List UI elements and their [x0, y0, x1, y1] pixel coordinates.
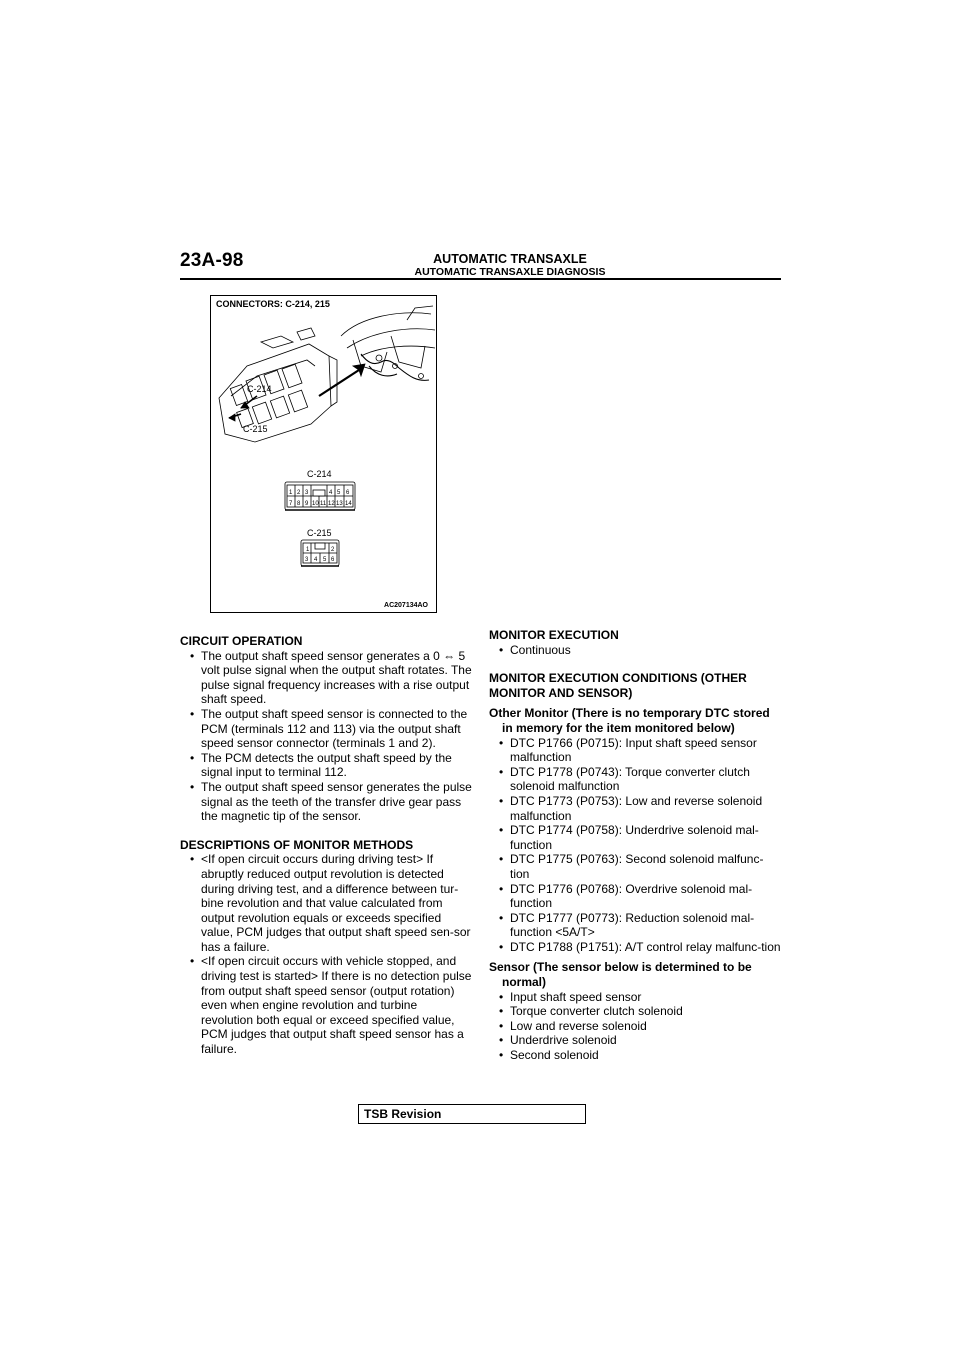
list-item: • DTC P1778 (P0743): Torque converter clutch solenoid malfunction [489, 765, 781, 794]
c214-pin: 10 [312, 501, 319, 507]
c214-pin: 11 [320, 501, 327, 507]
c215-pin: 1 [306, 547, 310, 553]
tsb-revision-label: TSB Revision [364, 1107, 442, 1121]
monitor-execution-heading: MONITOR EXECUTION [489, 628, 619, 642]
left-column [180, 634, 472, 1057]
monitor-methods-heading: DESCRIPTIONS OF MONITOR METHODS [180, 837, 414, 852]
list-item: • <If open circuit occurs during driving test> If abruptly reduced output revolution is detected during driving test, and a difference between tur-bine revolution and that value calculated from output revolution equals or exceeds specified value, PCM judges that output shaft speed sen-sor has a failure. [180, 852, 472, 954]
list-item: • The output shaft speed sensor generates a 0 ⇔ 5 volt pulse signal when the output shaft rotates. The pulse signal frequency increases with a rise output shaft speed. [180, 649, 472, 707]
c215-pin: 5 [323, 557, 327, 563]
list-item: • The output shaft speed sensor generates the pulse signal as the teeth of the transfer drive gear pass the magnetic tip of the sensor. [180, 780, 472, 824]
c214-pin: 9 [305, 501, 309, 507]
callout-c215: C-215 [243, 424, 268, 434]
list-item: • DTC P1766 (P0715): Input shaft speed sensor malfunction [489, 736, 781, 765]
sensor-list [489, 990, 781, 1063]
list-item: • DTC P1776 (P0768): Overdrive solenoid mal-function [489, 882, 781, 911]
section-subtitle: AUTOMATIC TRANSAXLE DIAGNOSIS [414, 266, 606, 278]
c214-pin: 5 [337, 490, 341, 496]
right-column [489, 628, 781, 1063]
list-item: • DTC P1777 (P0773): Reduction solenoid mal-function <5A/T> [489, 911, 781, 940]
c215-pin: 4 [314, 557, 318, 563]
tsb-revision-box [358, 1104, 586, 1124]
section-title: AUTOMATIC TRANSAXLE [433, 252, 587, 266]
c214-pin: 1 [289, 490, 293, 496]
connector-c215-label: C-215 [307, 528, 332, 538]
c215-pin: 6 [331, 557, 335, 563]
monitor-execution-list [489, 643, 781, 658]
connector-illustration [211, 296, 438, 614]
spacer [489, 657, 781, 671]
list-item: • Low and reverse solenoid [489, 1019, 781, 1034]
c215-pin: 3 [305, 557, 309, 563]
c214-pin: 8 [297, 501, 301, 507]
connector-figure [210, 295, 437, 613]
list-item: • DTC P1775 (P0763): Second solenoid malfunc-tion [489, 852, 781, 881]
c214-pin: 3 [305, 490, 309, 496]
list-item: • The PCM detects the output shaft speed by the signal input to terminal 112. [180, 751, 472, 780]
list-item: • Torque converter clutch solenoid [489, 1004, 781, 1019]
sensor-subheading: Sensor (The sensor below is determined to be normal) [489, 960, 752, 990]
list-item: • Continuous [489, 643, 781, 658]
figure-title: CONNECTORS: C-214, 215 [216, 299, 330, 309]
list-item: • <If open circuit occurs with vehicle stopped, and driving test is started> If there is no detection pulse from output shaft speed sensor (output rotation) even when engine revolution and turbine revolution both equal or exceed specified value, PCM judges that output shaft speed sensor has a failure. [180, 954, 472, 1056]
connector-c214-label: C-214 [307, 469, 332, 479]
list-item: • Underdrive solenoid [489, 1033, 781, 1048]
c215-pin: 2 [331, 547, 335, 553]
c214-pin: 4 [329, 490, 333, 496]
list-item: • DTC P1788 (P1751): A/T control relay malfunc-tion [489, 940, 781, 955]
callout-c214: C-214 [247, 384, 272, 394]
list-item: • DTC P1774 (P0758): Underdrive solenoid mal-function [489, 823, 781, 852]
circuit-operation-list [180, 649, 472, 824]
c214-pin: 7 [289, 501, 293, 507]
circuit-operation-heading: CIRCUIT OPERATION [180, 634, 303, 648]
list-item: • The output shaft speed sensor is connected to the PCM (terminals 112 and 113) via the output shaft speed sensor connector (terminals 1 and 2). [180, 707, 472, 751]
figure-code: AC207134AO [384, 602, 428, 609]
spacer [180, 824, 472, 838]
list-item: • Input shaft speed sensor [489, 990, 781, 1005]
monitor-methods-list [180, 852, 472, 1056]
c214-pin: 14 [345, 501, 352, 507]
list-item: • DTC P1773 (P0753): Low and reverse solenoid malfunction [489, 794, 781, 823]
c214-pin: 6 [346, 490, 350, 496]
list-item: • Second solenoid [489, 1048, 781, 1063]
execution-conditions-heading: MONITOR EXECUTION CONDITIONS (OTHER MONITOR AND SENSOR) [489, 671, 747, 700]
c214-pin: 12 [328, 501, 335, 507]
c214-pin: 2 [297, 490, 301, 496]
other-monitor-subheading: Other Monitor (There is no temporary DTC stored in memory for the item monitored below) [489, 706, 770, 735]
c214-pin: 13 [336, 501, 343, 507]
header-divider [180, 278, 781, 280]
other-monitor-list [489, 736, 781, 955]
page-number: 23A-98 [180, 250, 244, 271]
